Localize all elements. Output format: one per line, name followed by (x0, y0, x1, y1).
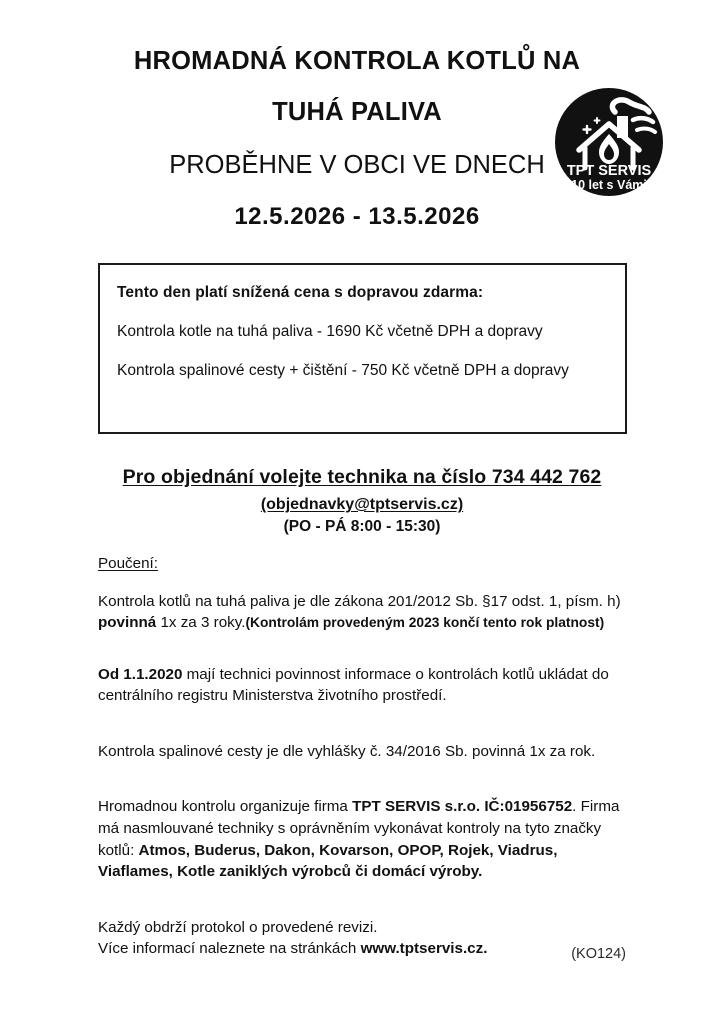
page-title-line-2: TUHÁ PALIVA (272, 97, 442, 126)
instructions-label: Poučení: (98, 555, 158, 572)
paragraph-registry-duty (98, 664, 628, 707)
p1-text-b: 1x za 3 roky. (156, 614, 246, 632)
inspection-date-range: 12.5.2026 - 13.5.2026 (234, 203, 480, 231)
body-text (98, 553, 628, 974)
p1-note-validity: (Kontrolám provedeným 2023 končí tento rok platnost) (245, 615, 605, 631)
page-title-line-1: HROMADNÁ KONTROLA KOTLŮ NA (133, 47, 581, 75)
p4-text-b: . Firma má nasmlouvané techniky s oprávněním vykonávat kontroly na tyto značky kotlů: (98, 798, 620, 859)
paragraph-legal-obligation (98, 591, 628, 634)
price-item-boiler: Kontrola kotle na tuhá paliva - 1690 Kč včetně DPH a dopravy (117, 323, 543, 340)
price-box (98, 263, 627, 434)
p2-bold-date: Od 1.1.2020 (98, 665, 183, 683)
price-box-heading: Tento den platí snížená cena s dopravou zdarma: (117, 284, 484, 301)
tpt-servis-logo (553, 86, 665, 198)
document-code: (KO124) (571, 946, 626, 962)
paragraph-protocol (98, 917, 628, 960)
p2-text-rest: mají technici povinnost informace o kontrolách kotlů ukládat do centrálního registru Ministerstva životního prostředí. (98, 665, 609, 705)
p1-bold-povinna: povinná (98, 614, 157, 632)
page-title-line-3: PROBĚHNE V OBCI VE DNECH (169, 150, 545, 179)
website-line (98, 938, 628, 960)
p4-boiler-brands: Atmos, Buderus, Dakon, Kovarson, OPOP, Rojek, Viadrus, Viaflames, Kotle zaniklých výrobců či domácí výroby. (98, 841, 558, 881)
p4-company-name: TPT SERVIS s.r.o. IČ:01956752 (352, 798, 573, 816)
logo-tagline-text: 10 let s Vámi (571, 178, 647, 192)
office-hours-line: (PO - PÁ 8:00 - 15:30) (283, 518, 441, 535)
protocol-line: Každý obdrží protokol o provedené revizi. (98, 918, 378, 936)
price-item-flue: Kontrola spalinové cesty + čištění - 750 Kč včetně DPH a dopravy (117, 362, 569, 380)
p1-text-a: Kontrola kotlů na tuhá paliva je dle zákona 201/2012 Sb. §17 odst. 1, písm. h) (98, 592, 621, 610)
p4-text-a: Hromadnou kontrolu organizuje firma (98, 798, 353, 816)
paragraph-flue-inspection: Kontrola spalinové cesty je dle vyhlášky č. 34/2016 Sb. povinná 1x za rok. (98, 742, 596, 760)
company-website[interactable]: www.tptservis.cz. (360, 940, 488, 958)
p5-text-a: Více informací naleznete na stránkách (98, 940, 361, 958)
order-email-line[interactable]: (objednavky@tptservis.cz) (260, 496, 464, 513)
logo-brand-text: TPT SERVIS (566, 163, 652, 179)
paragraph-organizer (98, 796, 628, 882)
contact-block (0, 466, 724, 536)
order-phone-line[interactable]: Pro objednání volejte technika na číslo 734 442 762 (122, 466, 602, 488)
